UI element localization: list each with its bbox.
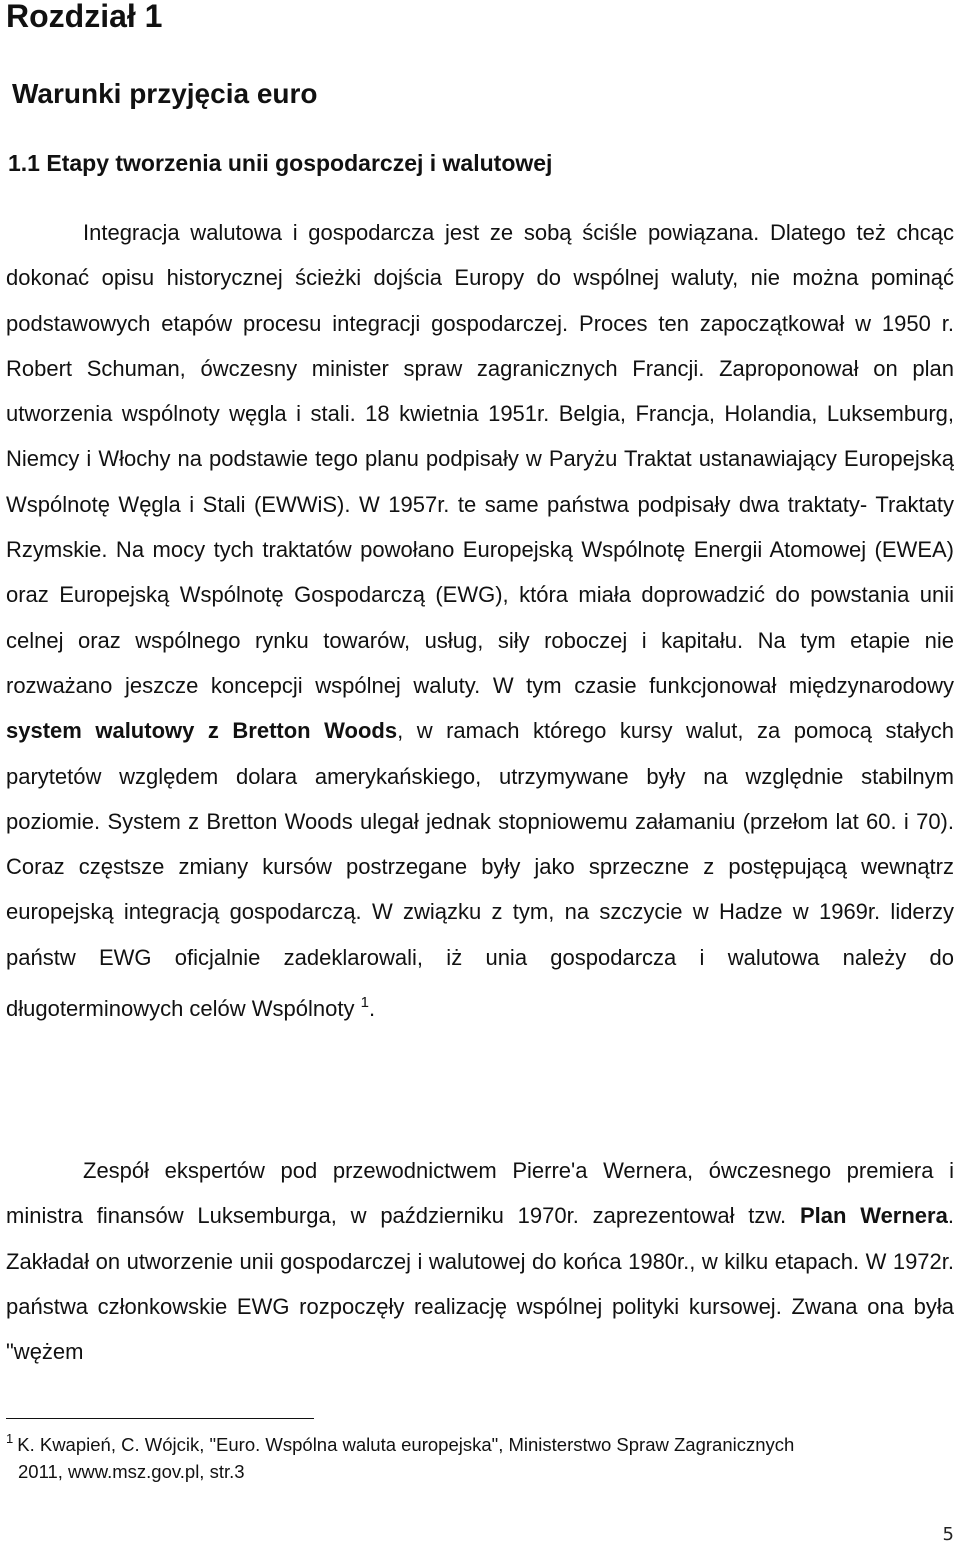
footnote-line-2: 2011, www.msz.gov.pl, str.3 — [18, 1461, 245, 1482]
paragraph-1-text-a: Integracja walutowa i gospodarcza jest ze sobą ściśle powiązana. Dlatego też chcąc dokonać opisu historycznej ścieżki dojścia Europy do wspólnej waluty, nie można pominąć podstawowych etapów procesu integracji gospodarczej. Proces ten zapoczątkował w 1950 r. Robert Schuman, ówczesny minister spraw zagranicznych Francji. Zaproponował on plan utworzenia wspólnoty węgla i stali. 18 kwietnia 1951r. Belgia, Francja, Holandia, Luksemburg, Niemcy i Włochy na podstawie tego planu podpisały w Paryżu Traktat ustanawiający Europejską Wspólnotę Węgla i Stali (EWWiS). W 1957r. te same państwa podpisały dwa traktaty- Traktaty Rzymskie. Na mocy tych traktatów powołano Europejską Wspólnotę Energii Atomowej (EWEA) oraz Europejską Wspólnotę Gospodarczą (EWG), która miała doprowadzić do powstania unii celnej oraz wspólnego rynku towarów, usług, siły roboczej i kapitału. Na tym etapie nie rozważano jeszcze koncepcji wspólnej waluty. W tym czasie funkcjonował międzynarodowy — [6, 220, 954, 698]
paragraph-2-bold-term: Plan Wernera — [799, 1203, 948, 1229]
footnote — [6, 1425, 946, 1485]
footnote-reference[interactable]: 1 — [360, 994, 369, 1012]
body-paragraph-2 — [6, 1148, 954, 1374]
paragraph-1-bold-term: system walutowy z Bretton Woods — [6, 718, 398, 744]
paragraph-2-text-a: Zespół ekspertów pod przewodnictwem Pierre'a Wernera, ówczesnego premiera i ministra finansów Luksemburga, w październiku 1970r. zaprezentował tzw. — [6, 1158, 954, 1229]
footnote-divider — [6, 1418, 314, 1419]
footnote-mark: 1 — [6, 1431, 14, 1446]
paragraph-1-end: . — [368, 996, 376, 1022]
body-paragraph-1 — [6, 210, 954, 1031]
subsection-title: 1.1 Etapy tworzenia unii gospodarczej i walutowej — [8, 150, 553, 176]
chapter-heading: Rozdział 1 — [6, 0, 163, 34]
paragraph-1-text-b: , w ramach którego kursy walut, za pomocą stałych parytetów względem dolara amerykańskiego, utrzymywane były na względnie stabilnym poziomie. System z Bretton Woods ulegał jednak stopniowemu załamaniu (przełom lat 60. i 70). Coraz częstsze zmiany kursów postrzegane były jako sprzeczne z postępującą wewnątrz europejską integracją gospodarczą. W związku z tym, na szczycie w Hadze w 1969r. liderzy państw EWG oficjalnie zadeklarowali, iż unia gospodarcza i walutowa należy do długoterminowych celów Wspólnoty — [6, 718, 954, 1022]
footnote-line-1: K. Kwapień, C. Wójcik, "Euro. Wspólna waluta europejska", Ministerstwo Spraw Zagranicznych — [17, 1434, 795, 1455]
section-title: Warunki przyjęcia euro — [12, 78, 318, 109]
page-number: 5 — [942, 1524, 954, 1545]
paragraph-2-text-b: . Zakładał on utworzenie unii gospodarczej i walutowej do końca 1980r., w kilku etapach. W 1972r. państwa członkowskie EWG rozpoczęły realizację wspólnej polityki kursowej. Zwana ona była "wężem — [6, 1203, 954, 1365]
